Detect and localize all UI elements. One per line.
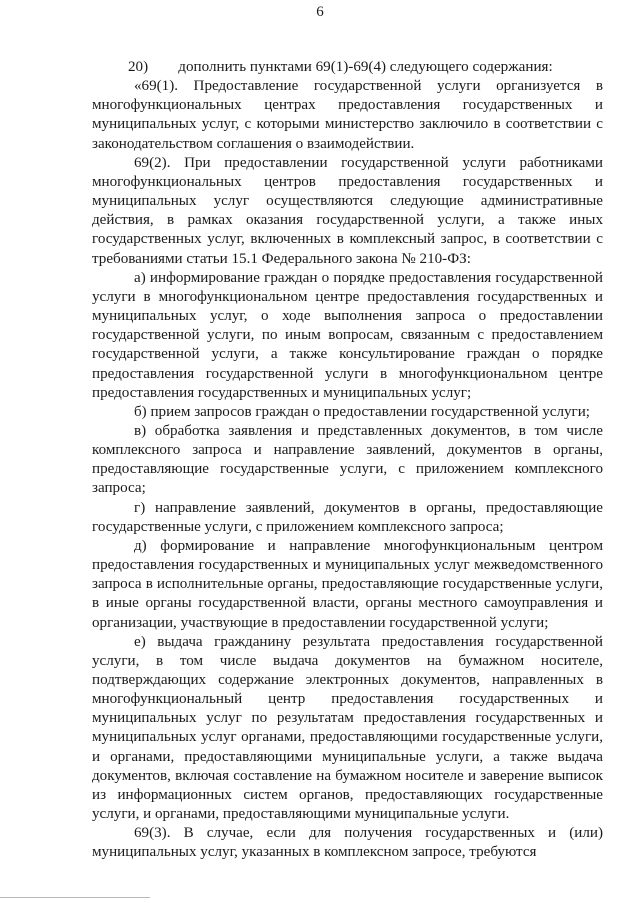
paragraph-item-v: в) обработка заявления и представленных документов, в том числе комплексного запроса и направление заявлений, документов в органы, предоставляющие государственные услуги, с приложением комплексного запроса;: [92, 422, 603, 497]
paragraph-69-2: 69(2). При предоставлении государственной услуги работниками многофункциональных центров предоставления государственных и муниципальных услуг осуществляются следующие административные действия, в рамках оказания государственной услуги, а также иных государственных услуг, включенных в комплексный запрос, в соответствии с требованиями статьи 15.1 Федерального закона № 210-ФЗ:: [92, 154, 603, 267]
paragraph-item-a: а) информирование граждан о порядке предоставления государственной услуги в многофункциональном центре предоставления государственных и муниципальных услуг, о ходе выполнения запроса о предоставлении государственной услуги, по иным вопросам, связанным с предоставлением государственной услуги, а также консультирование граждан о порядке предоставления государственной услуги в многофункциональном центре предоставления государственных и муниципальных услуг;: [92, 269, 603, 401]
paragraph-69-3: 69(3). В случае, если для получения государственных и (или) муниципальных услуг, указанных в комплексном запросе, требуются: [92, 825, 603, 861]
page-number: 6: [316, 4, 324, 20]
paragraph-item-g: г) направление заявлений, документов в органы, предоставляющие государственные услуги, с приложением комплексного запроса;: [92, 499, 603, 535]
paragraph-item-b: б) прием запросов граждан о предоставлении государственной услуги;: [134, 403, 590, 420]
document-body: [92, 58, 603, 863]
paragraph-item-e: е) выдача гражданину результата предоставления государственной услуги, в том числе выдача документов на бумажном носителе, подтверждающих содержание электронных документов, направленных в многофункциональный центр предоставления государственных и муниципальных услуг по результатам предоставления государственных и муниципальных услуг органами, предоставляющими государственные услуги, и органами, предоставляющими муниципальные услуги, а также выдача документов, включая составление на бумажном носителе и заверение выписок из информационных систем органов, предоставляющих государственные услуги, и органами, предоставляющими муниципальные услуги.: [92, 633, 603, 823]
footer-divider: [0, 897, 150, 898]
paragraph-item-d: д) формирование и направление многофункциональным центром предоставления государственных и муниципальных услуг межведомственного запроса в исполнительные органы, предоставляющие государственные услуги, в иные органы государственной власти, органы местного самоуправления и организации, участвующие в предоставлении государственной услуги;: [92, 537, 603, 631]
paragraph-69-1: «69(1). Предоставление государственной услуги организуется в многофункциональных центрах предоставления государственных и муниципальных услуг, с которыми министерство заключило в соответствии с законодательством соглашения о взаимодействии.: [92, 78, 603, 152]
paragraph-item-20: 20) дополнить пунктами 69(1)-69(4) следующего содержания:: [128, 59, 553, 75]
